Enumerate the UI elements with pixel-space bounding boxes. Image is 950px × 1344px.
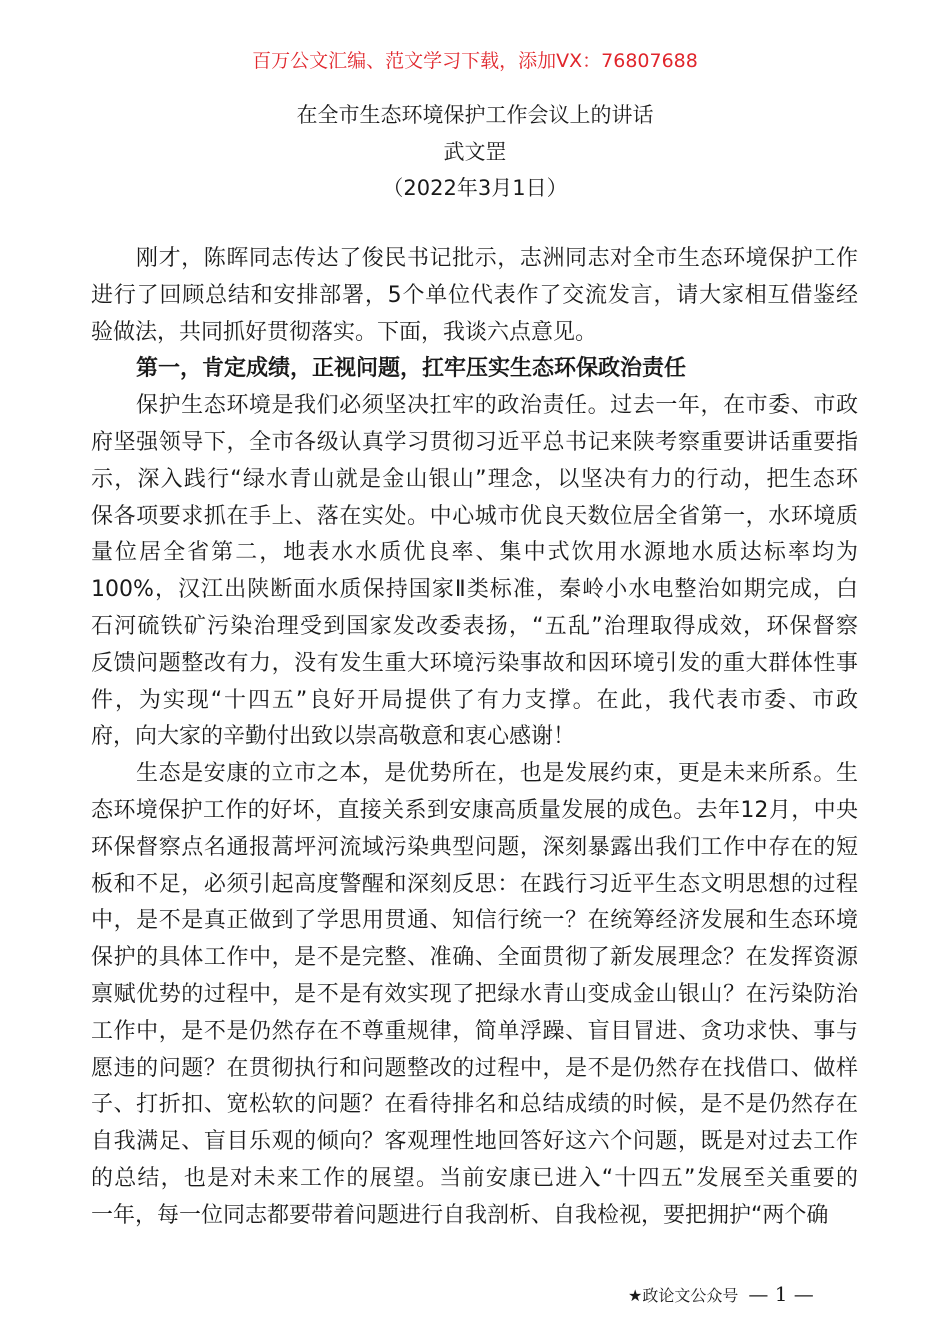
text-line: 生态是安康的立市之本，是优势所在，也是发展约束，更是未来所系。生 [136, 761, 858, 787]
text-line: 石河硫铁矿污染治理受到国家发改委表扬，“五乱”治理取得成效，环保督察 [91, 613, 858, 639]
text-line: 反馈问题整改有力，没有发生重大环境污染事故和因环境引发的重大群体性事 [91, 650, 858, 676]
document-body [91, 241, 858, 1235]
text-line: 禀赋优势的过程中，是不是有效实现了把绿水青山变成金山银山？在污染防治 [91, 981, 858, 1007]
text-line: 保护的具体工作中，是不是完整、准确、全面贯彻了新发展理念？在发挥资源 [91, 945, 858, 971]
text-line: 示，深入践行“绿水青山就是金山银山”理念，以坚决有力的行动，把生态环 [91, 466, 858, 492]
text-line: 验做法，共同抓好贯彻落实。下面，我谈六点意见。 [91, 319, 598, 345]
text-line: 自我满足、盲目乐观的倾向？客观理性地回答好这六个问题，既是对过去工作 [91, 1129, 858, 1155]
author: 武文罡 [443, 140, 507, 164]
text-line: 的总结，也是对未来工作的展望。当前安康已进入“十四五”发展至关重要的 [91, 1165, 858, 1191]
text-line: 100%，汉江出陕断面水质保持国家Ⅱ类标准，秦岭小水电整治如期完成，白 [91, 577, 858, 603]
text-line: 量位居全省第二，地表水水质优良率、集中式饮用水源地水质达标率均为 [91, 540, 858, 566]
text-line: 第一，肯定成绩，正视问题，扛牢压实生态环保政治责任 [136, 356, 687, 382]
text-line: 保各项要求抓在手上、落在实处。中心城市优良天数位居全省第一，水环境质 [91, 503, 858, 529]
paragraph [91, 241, 858, 351]
text-line: 子、打折扣、宽松软的问题？在看待排名和总结成绩的时候，是不是仍然存在 [91, 1092, 858, 1118]
watermark-header: 百万公文汇编、范文学习下载，添加VX：76807688 [252, 50, 698, 72]
text-line: 环保督察点名通报蒿坪河流域污染典型问题，深刻暴露出我们工作中存在的短 [91, 834, 858, 860]
footer-source: ★政论文公众号 [628, 1285, 739, 1305]
date: （2022年3月1日） [382, 176, 568, 200]
page-footer [628, 1282, 814, 1306]
text-line: 府坚强领导下，全市各级认真学习贯彻习近平总书记来陕考察重要讲话重要指 [91, 429, 858, 455]
page-number: — 1 — [748, 1282, 814, 1306]
document-title: 在全市生态环境保护工作会议上的讲话 [296, 103, 654, 127]
text-line: 愿违的问题？在贯彻执行和问题整改的过程中，是不是仍然存在找借口、做样 [91, 1055, 858, 1081]
text-line: 态环境保护工作的好坏，直接关系到安康高质量发展的成色。去年12月，中央 [91, 797, 858, 823]
text-line: 工作中，是不是仍然存在不尊重规律，简单浮躁、盲目冒进、贪功求快、事与 [91, 1018, 858, 1044]
text-line: 进行了回顾总结和安排部署，5个单位代表作了交流发言，请大家相互借鉴经 [91, 282, 858, 308]
text-line: 保护生态环境是我们必须坚决扛牢的政治责任。过去一年，在市委、市政 [136, 393, 858, 419]
text-line: 件，为实现“十四五”良好开局提供了有力支撑。在此，我代表市委、市政 [91, 687, 858, 713]
paragraph [91, 756, 858, 1234]
text-line: 板和不足，必须引起高度警醒和深刻反思：在践行习近平生态文明思想的过程 [91, 871, 858, 897]
text-line: 府，向大家的辛勤付出致以崇高敬意和衷心感谢！ [91, 724, 576, 750]
paragraph [91, 388, 858, 756]
text-line: 中，是不是真正做到了学思用贯通、知信行统一？在统筹经济发展和生态环境 [91, 908, 858, 934]
text-line: 一年，每一位同志都要带着问题进行自我剖析、自我检视，要把拥护“两个确 [91, 1202, 829, 1228]
section-heading [91, 351, 858, 388]
text-line: 刚才，陈晖同志传达了俊民书记批示，志洲同志对全市生态环境保护工作 [136, 246, 858, 271]
